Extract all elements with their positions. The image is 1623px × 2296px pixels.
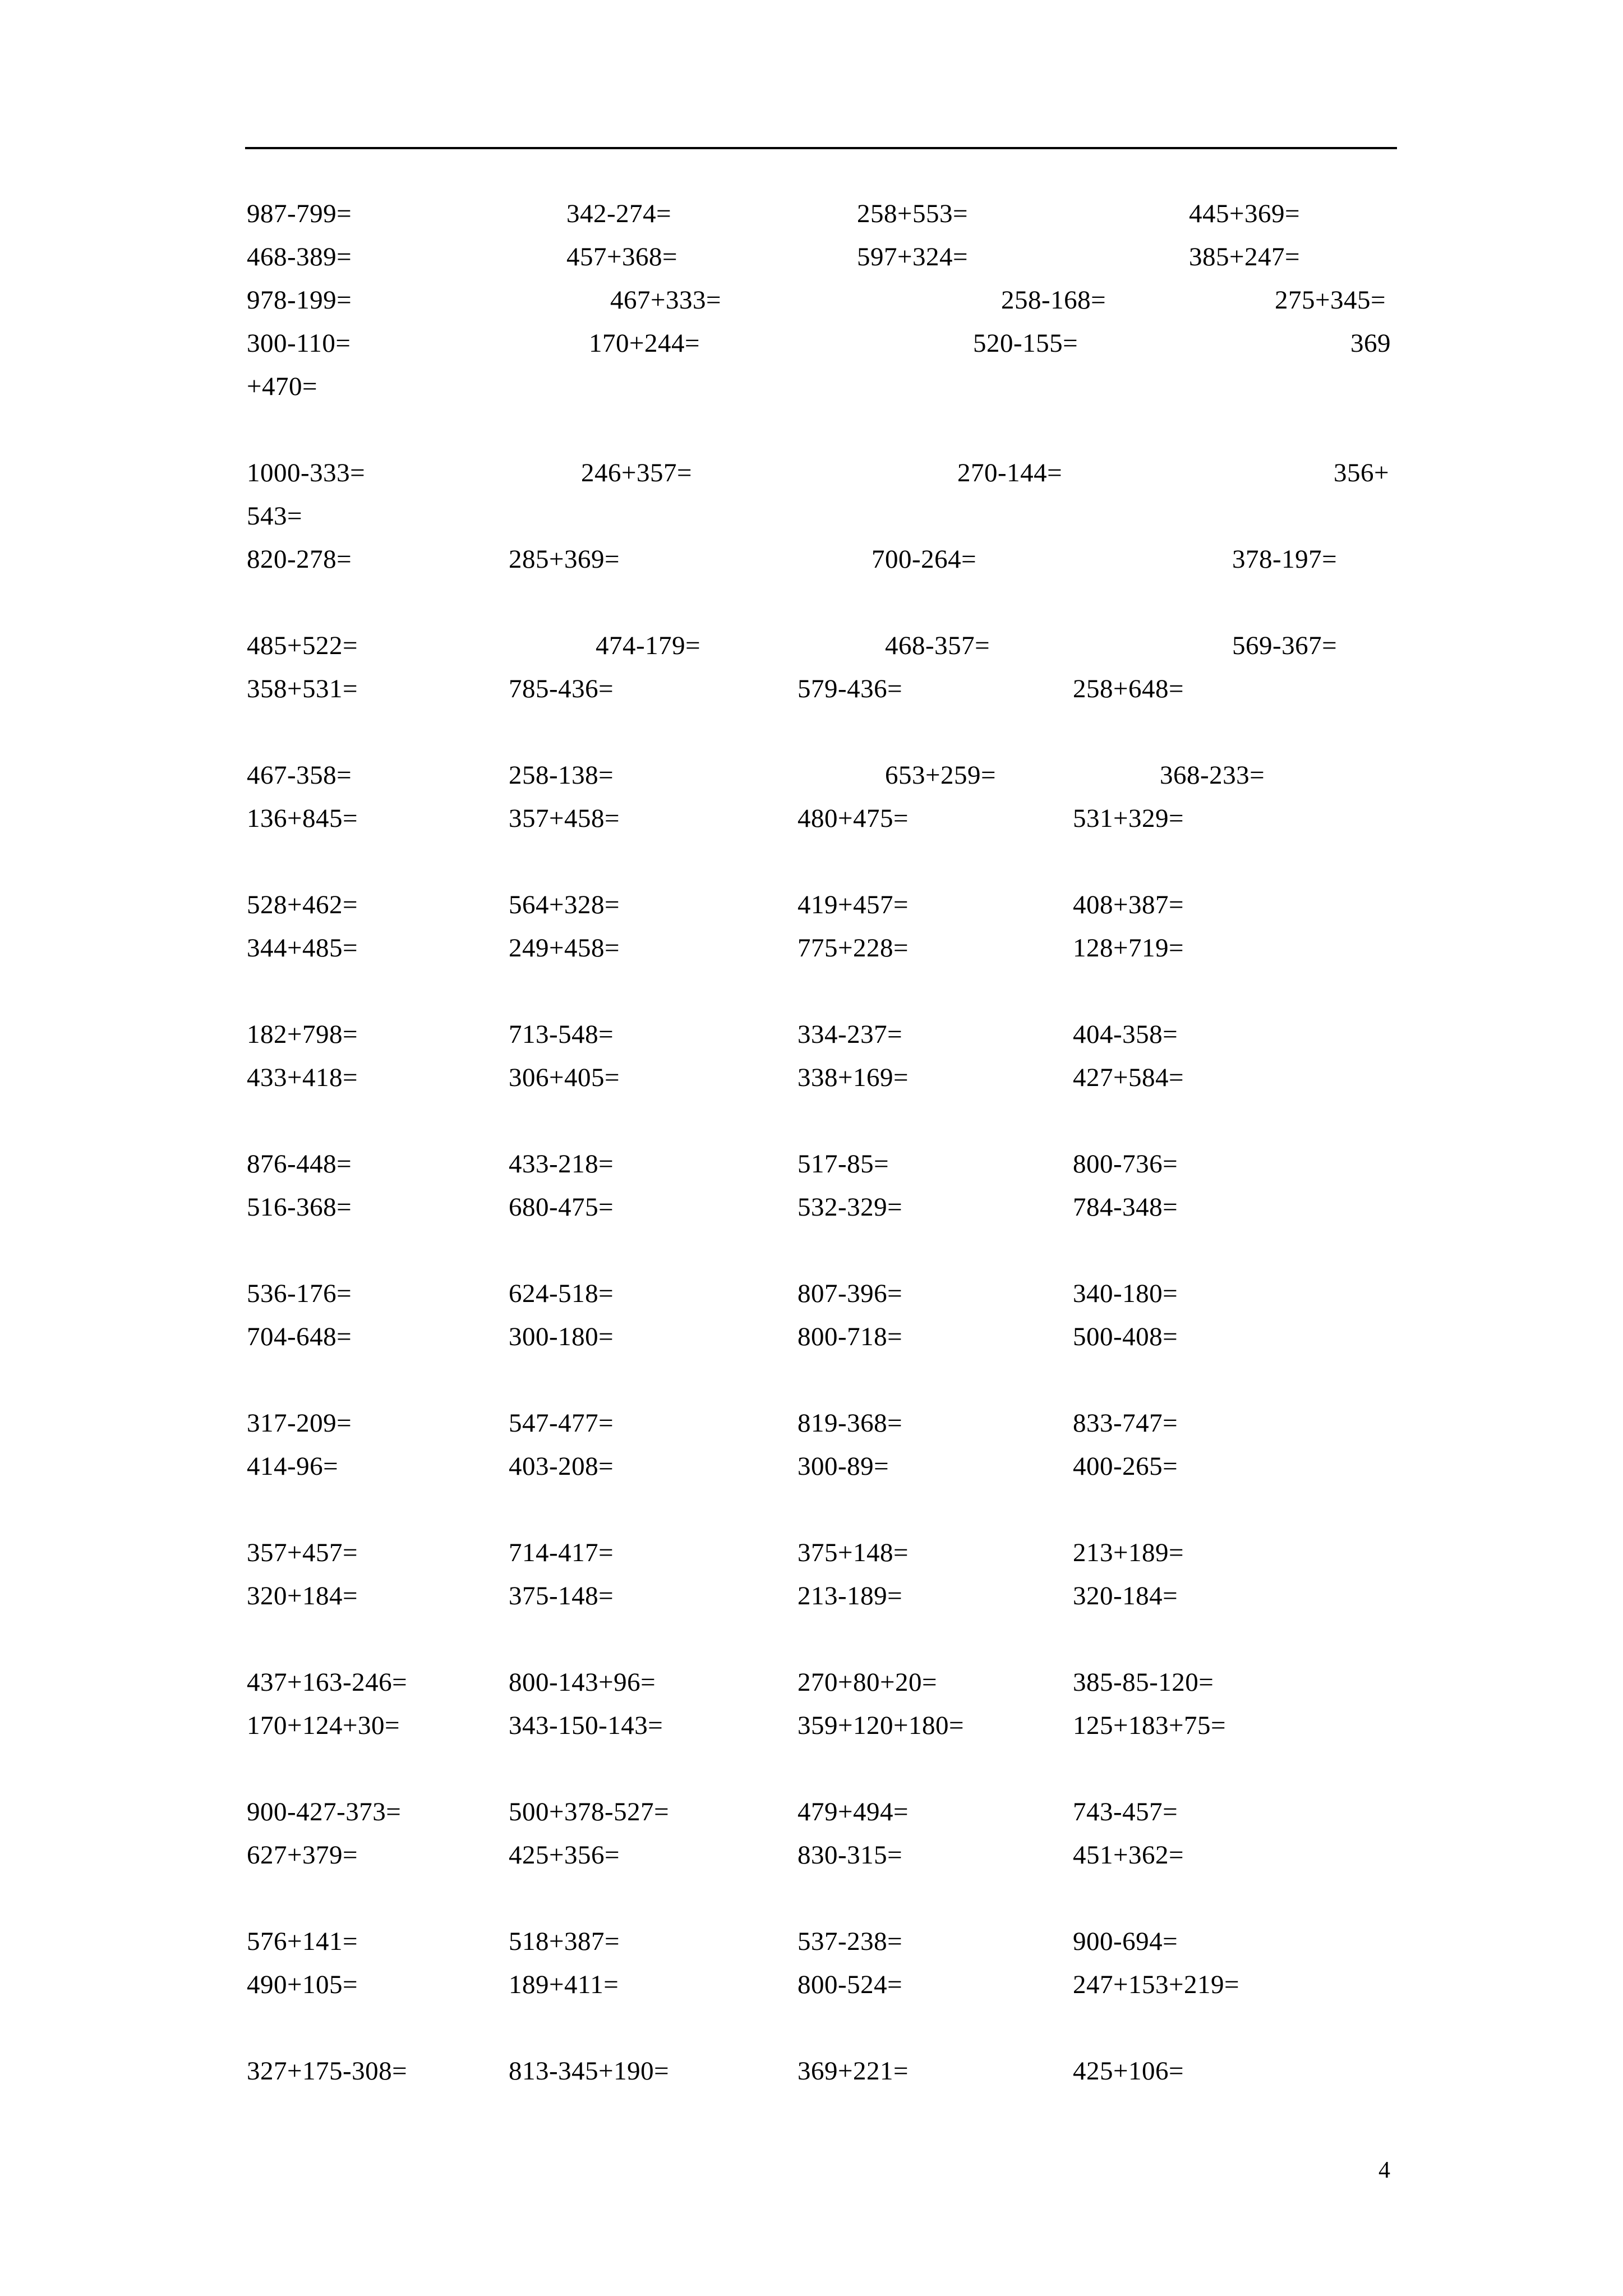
exercise-item: 784-348= — [1073, 1193, 1178, 1222]
exercise-item: 468-389= — [247, 242, 352, 272]
exercise-item: 536-176= — [247, 1279, 352, 1308]
exercise-item: 258-138= — [509, 761, 614, 790]
exercise-item: 170+124+30= — [247, 1711, 400, 1740]
exercise-item: 500-408= — [1073, 1322, 1178, 1351]
exercise-item: 520-155= — [973, 329, 1078, 358]
exercise-item: 653+259= — [885, 761, 997, 790]
exercise-item: 451+362= — [1073, 1841, 1184, 1870]
exercise-item: 320+184= — [247, 1581, 358, 1611]
exercise-item: 403-208= — [509, 1452, 614, 1481]
exercise-item: 125+183+75= — [1073, 1711, 1227, 1740]
exercise-item: 375+148= — [797, 1538, 909, 1567]
exercise-item: 775+228= — [797, 933, 909, 963]
exercise-item: 516-368= — [247, 1193, 352, 1222]
exercise-item: 343-150-143= — [509, 1711, 663, 1740]
exercise-item: 400-265= — [1073, 1452, 1178, 1481]
exercise-item: 320-184= — [1073, 1581, 1178, 1611]
exercise-item: 306+405= — [509, 1063, 620, 1092]
exercise-item: 987-799= — [247, 199, 352, 228]
exercise-item: 437+163-246= — [247, 1668, 408, 1697]
exercise-item: 819-368= — [797, 1409, 903, 1438]
exercise-item: 342-274= — [566, 199, 672, 228]
exercise-item: 213+189= — [1073, 1538, 1184, 1567]
exercise-item: 340-180= — [1073, 1279, 1178, 1308]
exercise-item: 344+485= — [247, 933, 358, 963]
exercise-item: 258+648= — [1073, 674, 1184, 703]
exercise-item: 833-747= — [1073, 1409, 1178, 1438]
exercise-item: 579-436= — [797, 674, 903, 703]
exercise-item: 258-168= — [1001, 286, 1106, 315]
exercise-item: 433-218= — [509, 1149, 614, 1179]
exercise-item: 246+357= — [581, 458, 693, 487]
exercise-item: 357+457= — [247, 1538, 358, 1567]
exercise-item: 547-477= — [509, 1409, 614, 1438]
exercise-item: 743-457= — [1073, 1797, 1178, 1826]
exercise-item: 700-264= — [872, 545, 977, 574]
exercise-item: 876-448= — [247, 1149, 352, 1179]
exercise-item: 275+345= — [1275, 286, 1386, 315]
exercise-item: 270+80+20= — [797, 1668, 938, 1697]
exercise-item: 357+458= — [509, 804, 620, 833]
exercise-item: 445+369= — [1189, 199, 1301, 228]
exercise-item: 425+356= — [509, 1841, 620, 1870]
exercise-item: 300-180= — [509, 1322, 614, 1351]
exercise-item: 425+106= — [1073, 2056, 1184, 2086]
exercise-item: 624-518= — [509, 1279, 614, 1308]
exercise-item: 249+458= — [509, 933, 620, 963]
exercise-item: 517-85= — [797, 1149, 889, 1179]
exercise-item: 537-238= — [797, 1927, 903, 1956]
exercise-item: 378-197= — [1232, 545, 1338, 574]
exercise-item: 467-358= — [247, 761, 352, 790]
exercise-item: 368-233= — [1160, 761, 1265, 790]
exercise-item: 356+ — [1334, 458, 1390, 487]
exercise-item: 479+494= — [797, 1797, 909, 1826]
exercise-item: 569-367= — [1232, 631, 1338, 660]
exercise-item: 128+719= — [1073, 933, 1184, 963]
exercise-item: 457+368= — [566, 242, 678, 272]
exercise-item: 338+169= — [797, 1063, 909, 1092]
exercise-item: 1000-333= — [247, 458, 366, 487]
exercise-item: 419+457= — [797, 890, 909, 919]
exercise-item: 713-548= — [509, 1020, 614, 1049]
exercise-item: +470= — [247, 372, 318, 401]
exercise-item: 247+153+219= — [1073, 1970, 1240, 1999]
exercise-item: 258+553= — [857, 199, 969, 228]
exercise-item: 531+329= — [1073, 804, 1184, 833]
exercise-item: 468-357= — [885, 631, 990, 660]
exercise-item: 807-396= — [797, 1279, 903, 1308]
exercise-item: 327+175-308= — [247, 2056, 408, 2086]
exercise-item: 385-85-120= — [1073, 1668, 1214, 1697]
exercise-item: 543= — [247, 501, 303, 531]
exercise-item: 813-345+190= — [509, 2056, 670, 2086]
exercise-item: 490+105= — [247, 1970, 358, 1999]
exercise-item: 485+522= — [247, 631, 358, 660]
exercise-item: 474-179= — [596, 631, 701, 660]
exercise-item: 785-436= — [509, 674, 614, 703]
exercise-item: 170+244= — [589, 329, 700, 358]
exercise-item: 800-524= — [797, 1970, 903, 1999]
exercise-item: 627+379= — [247, 1841, 358, 1870]
exercise-item: 408+387= — [1073, 890, 1184, 919]
exercise-item: 385+247= — [1189, 242, 1301, 272]
exercise-item: 467+333= — [610, 286, 722, 315]
exercise-item: 358+531= — [247, 674, 358, 703]
exercise-item: 800-736= — [1073, 1149, 1178, 1179]
exercise-item: 714-417= — [509, 1538, 614, 1567]
exercise-item: 820-278= — [247, 545, 352, 574]
exercise-item: 285+369= — [509, 545, 620, 574]
exercise-item: 978-199= — [247, 286, 352, 315]
exercise-item: 532-329= — [797, 1193, 903, 1222]
exercise-item: 480+475= — [797, 804, 909, 833]
exercise-item: 300-110= — [247, 329, 351, 358]
exercise-item: 518+387= — [509, 1927, 620, 1956]
exercise-item: 334-237= — [797, 1020, 903, 1049]
exercise-item: 830-315= — [797, 1841, 903, 1870]
exercise-item: 528+462= — [247, 890, 358, 919]
exercise-item: 500+378-527= — [509, 1797, 670, 1826]
exercise-item: 375-148= — [509, 1581, 614, 1611]
exercise-item: 900-427-373= — [247, 1797, 402, 1826]
exercise-item: 427+584= — [1073, 1063, 1184, 1092]
exercise-item: 359+120+180= — [797, 1711, 965, 1740]
exercise-item: 136+845= — [247, 804, 358, 833]
exercise-item: 564+328= — [509, 890, 620, 919]
exercise-item: 576+141= — [247, 1927, 358, 1956]
exercise-item: 189+411= — [509, 1970, 619, 1999]
exercise-item: 433+418= — [247, 1063, 358, 1092]
exercise-item: 680-475= — [509, 1193, 614, 1222]
exercise-item: 704-648= — [247, 1322, 352, 1351]
exercise-item: 213-189= — [797, 1581, 903, 1611]
exercise-item: 369 — [1350, 329, 1391, 358]
exercise-item: 317-209= — [247, 1409, 352, 1438]
exercise-item: 414-96= — [247, 1452, 339, 1481]
exercise-item: 900-694= — [1073, 1927, 1178, 1956]
exercise-item: 800-718= — [797, 1322, 903, 1351]
exercise-item: 182+798= — [247, 1020, 358, 1049]
exercise-item: 597+324= — [857, 242, 969, 272]
page-number: 4 — [1378, 2157, 1390, 2183]
exercise-item: 800-143+96= — [509, 1668, 656, 1697]
exercise-item: 369+221= — [797, 2056, 909, 2086]
exercise-item: 300-89= — [797, 1452, 889, 1481]
exercise-item: 270-144= — [957, 458, 1063, 487]
exercise-item: 404-358= — [1073, 1020, 1178, 1049]
